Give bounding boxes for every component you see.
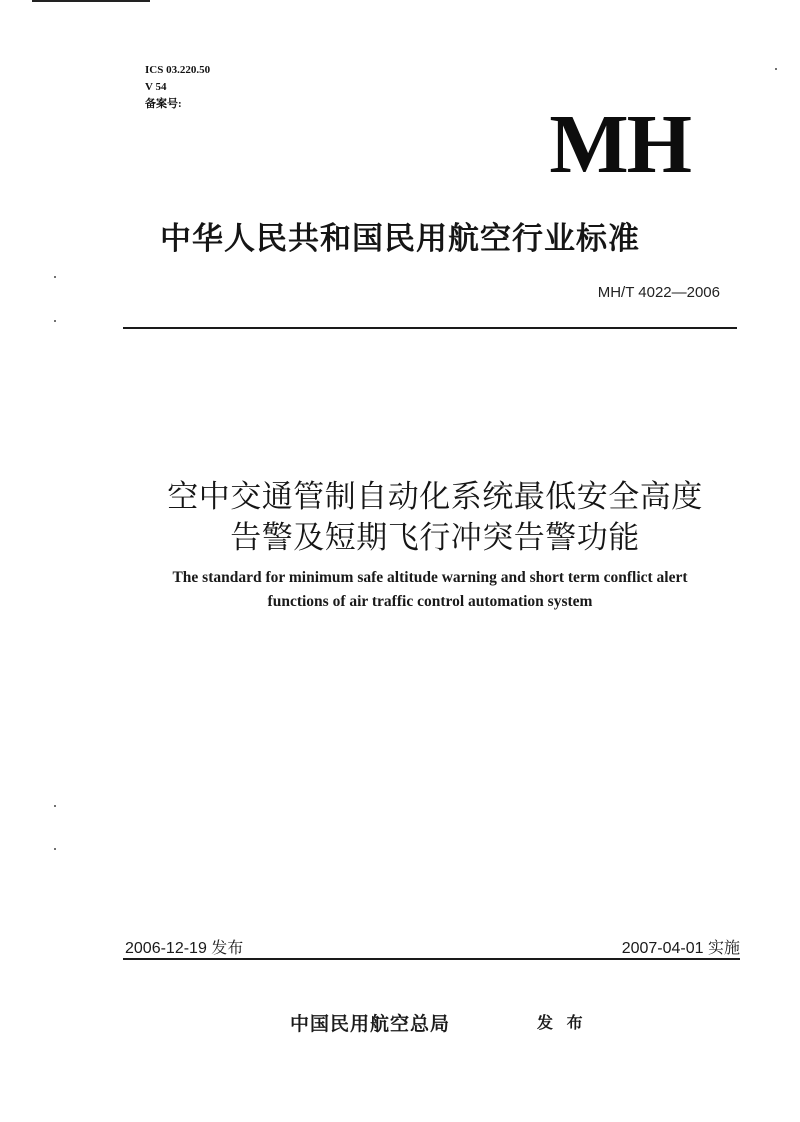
effective-date: 2007-04-01 实施: [621, 940, 740, 957]
chinese-title-line-1: 空中交通管制自动化系统最低安全高度: [167, 479, 703, 515]
english-title-line-2: functions of air traffic control automation system: [267, 593, 593, 610]
classification-code: V 54: [145, 81, 167, 93]
record-number-label: 备案号:: [145, 98, 182, 110]
scan-speck: [54, 276, 56, 278]
scan-speck: [54, 320, 56, 322]
classification-block: [145, 62, 210, 113]
issue-date: 2006-12-19 发布: [125, 940, 244, 957]
standard-number: MH/T 4022—2006: [597, 284, 720, 301]
chinese-title-line-2: 告警及短期飞行冲突告警功能: [230, 520, 640, 556]
header-divider: [123, 327, 737, 329]
english-title-line-1: The standard for minimum safe altitude warning and short term conflict alert: [172, 569, 688, 586]
scan-speck: [54, 805, 56, 807]
footer-divider: [123, 958, 740, 960]
scan-speck: [775, 68, 777, 70]
ics-code: ICS 03.220.50: [145, 64, 211, 76]
top-edge-rule: [32, 0, 150, 2]
publisher-name: 中国民用航空总局: [290, 1013, 451, 1035]
mh-logo-mark: MH: [549, 98, 690, 191]
publisher-action: 发 布: [537, 1013, 587, 1032]
scan-speck: [54, 848, 56, 850]
industry-standard-heading: 中华人民共和国民用航空行业标准: [160, 221, 640, 257]
